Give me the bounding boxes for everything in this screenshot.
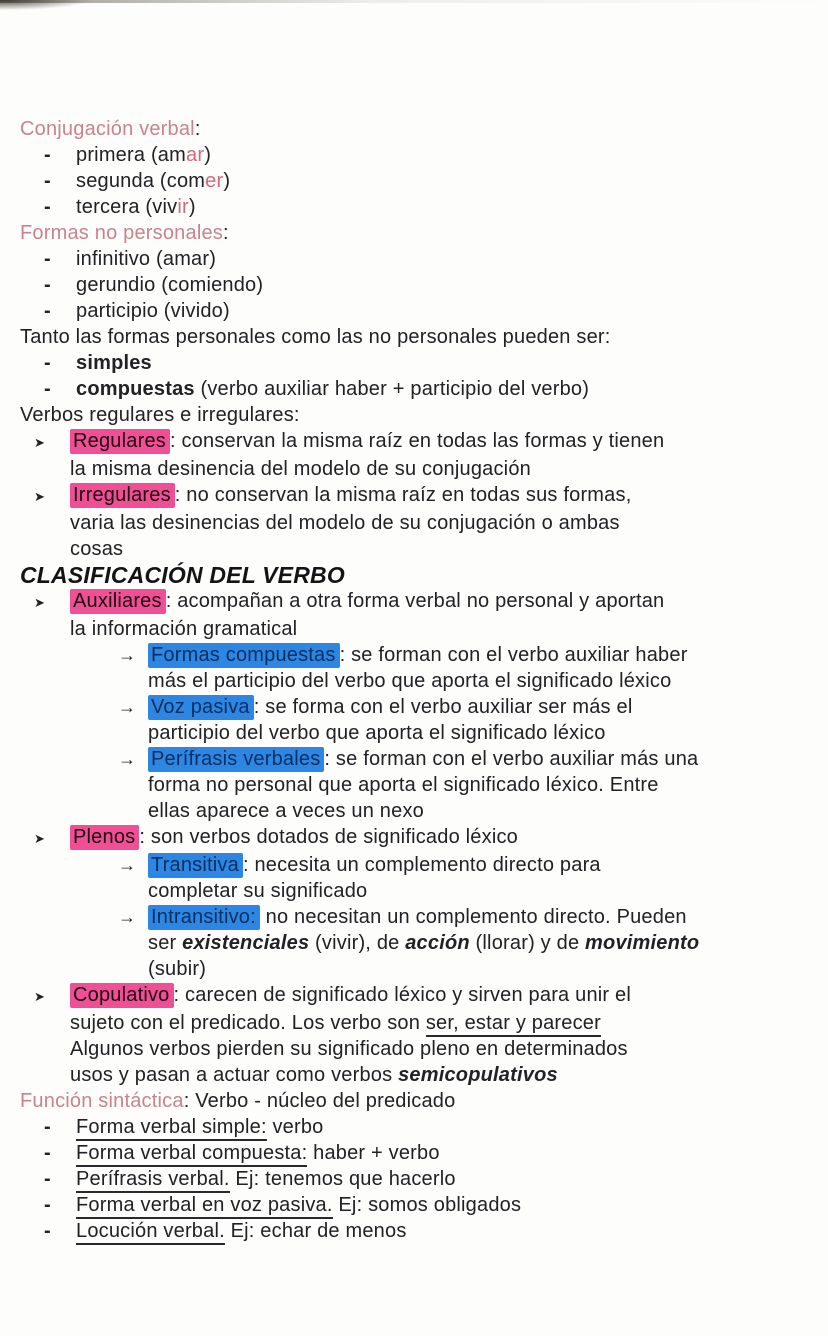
section-title-clasificacion-del-verbo (20, 562, 816, 588)
item-irregulares-cont-2 (20, 536, 816, 562)
line-text (148, 878, 367, 904)
item-transitiva (20, 852, 816, 878)
item-perifrasis-verbales-cont-1 (20, 772, 816, 798)
item-primera (20, 142, 816, 168)
text-run-underline: Forma verbal en voz pasiva. (76, 1194, 333, 1219)
text-run-pink: Formas no personales (20, 222, 223, 244)
text-run-underline: Forma verbal compuesta: (76, 1142, 307, 1167)
item-intransitivo (20, 904, 816, 930)
heading-formas-no-personales (20, 220, 816, 246)
text-run-boldital: existenciales (182, 932, 310, 954)
text-run-underline: Locución verbal. (76, 1220, 225, 1245)
line-text (148, 746, 698, 772)
arrow-bullet-icon: ➤ (34, 595, 46, 610)
text-run-boldital: acción (405, 932, 470, 954)
dash-bullet: - (44, 1142, 51, 1164)
text-run-boldital: movimiento (585, 932, 700, 954)
arrow-bullet-icon: ➤ (34, 831, 46, 846)
text-run: : no conservan la misma raíz en todas sus formas, (174, 484, 632, 506)
arrow-bullet-icon: → (118, 855, 137, 875)
text-run: : se forman con el verbo auxiliar haber (339, 644, 688, 666)
line-text (70, 536, 123, 562)
text-run: forma no personal que aporta el significado léxico. Entre (148, 774, 659, 796)
line-text (20, 324, 611, 350)
line-text (148, 852, 601, 878)
text-run: haber + verbo (307, 1142, 440, 1164)
text-run: : conservan la misma raíz en todas las formas y tienen (169, 430, 665, 452)
dash-bullet: - (44, 300, 51, 322)
line-text (70, 456, 531, 482)
text-run: participio del verbo que aporta el significado léxico (148, 722, 606, 744)
text-run: : son verbos dotados de significado léxico (139, 826, 518, 848)
text-run: sujeto con el predicado. Los verbo son (70, 1012, 426, 1034)
item-copulativo (20, 982, 816, 1010)
text-run-hl-pink: Regulares (70, 429, 170, 454)
item-formas-compuestas (20, 642, 816, 668)
item-forma-verbal-compuesta (20, 1140, 816, 1166)
text-formas-personales-intro (20, 324, 816, 350)
item-forma-verbal-voz-pasiva (20, 1192, 816, 1218)
line-text (76, 272, 263, 298)
line-text (76, 1114, 324, 1140)
text-run-hl-blue: Perífrasis verbales (148, 747, 324, 772)
line-text (76, 168, 230, 194)
text-run: varia las desinencias del modelo de su conjugación o ambas (70, 512, 620, 534)
text-run-hl-blue: Transitiva (148, 853, 243, 878)
text-run-underline: Perífrasis verbal. (76, 1168, 230, 1193)
text-semicopulativos-2 (20, 1062, 816, 1088)
dash-bullet: - (44, 274, 51, 296)
item-infinitivo (20, 246, 816, 272)
text-run: completar su significado (148, 880, 368, 902)
line-text (76, 246, 216, 272)
notes-content (20, 116, 816, 1244)
text-run-hl-pink: Irregulares (70, 483, 175, 508)
text-run: : carecen de significado léxico y sirven para unir el (173, 984, 632, 1006)
dash-bullet: - (44, 196, 51, 218)
text-run: infinitivo (amar) (76, 248, 217, 270)
line-text (76, 194, 196, 220)
text-run: la misma desinencia del modelo de su conjugación (70, 458, 531, 480)
heading-funcion-sintactica (20, 1088, 816, 1114)
text-run: : (194, 118, 201, 140)
text-run: tercera (viv (76, 196, 178, 218)
arrow-bullet-icon: → (118, 749, 137, 769)
text-run-bold: compuestas (76, 378, 195, 400)
line-text (20, 402, 300, 428)
line-text (20, 1088, 455, 1114)
line-text (148, 772, 659, 798)
text-run-hl-blue: Intransitivo: (148, 905, 260, 930)
line-text (20, 220, 229, 246)
text-run: Ej: tenemos que hacerlo (229, 1168, 456, 1190)
line-text (70, 510, 620, 536)
text-run-hl-pink: Auxiliares (70, 589, 166, 614)
line-text (70, 1010, 601, 1036)
text-run: segunda (com (76, 170, 206, 192)
item-regulares-cont (20, 456, 816, 482)
text-run: ) (223, 170, 231, 192)
text-run-accent: ar (186, 144, 205, 166)
text-run-hl-pink: Copulativo (70, 983, 174, 1008)
line-text (148, 798, 424, 824)
dash-bullet: - (44, 352, 51, 374)
text-run: : necesita un complemento directo para (242, 854, 601, 876)
line-text (76, 1166, 456, 1192)
item-perifrasis-verbal (20, 1166, 816, 1192)
line-text (70, 616, 297, 642)
line-text (70, 428, 664, 454)
dash-bullet: - (44, 144, 51, 166)
arrow-bullet-icon: ➤ (34, 989, 46, 1004)
text-run: primera (am (76, 144, 186, 166)
line-text (148, 720, 606, 746)
line-text (76, 350, 152, 376)
text-run: la información gramatical (70, 618, 298, 640)
text-run: ) (188, 196, 196, 218)
line-text (76, 298, 230, 324)
text-semicopulativos-1 (20, 1036, 816, 1062)
line-text (70, 482, 631, 508)
item-irregulares (20, 482, 816, 510)
dash-bullet: - (44, 170, 51, 192)
text-run: Ej: echar de menos (224, 1220, 407, 1242)
text-run-hl-blue: Voz pasiva (148, 695, 254, 720)
item-auxiliares (20, 588, 816, 616)
text-run: verbo (266, 1116, 324, 1138)
dash-bullet: - (44, 1220, 51, 1242)
line-text (76, 142, 211, 168)
text-run: (llorar) y de (469, 932, 586, 954)
line-text (70, 982, 631, 1008)
line-text (76, 376, 589, 402)
text-run: Ej: somos obligados (332, 1194, 522, 1216)
line-text (148, 642, 688, 668)
line-text (76, 1140, 440, 1166)
item-auxiliares-cont (20, 616, 816, 642)
dash-bullet: - (44, 378, 51, 400)
text-run: Tanto las formas personales como las no personales pueden ser: (20, 326, 611, 348)
dash-bullet: - (44, 1168, 51, 1190)
text-run-accent: ir (177, 196, 189, 218)
arrow-bullet-icon: → (118, 645, 137, 665)
text-run: usos y pasan a actuar como verbos (70, 1064, 399, 1086)
text-run: ellas aparece a veces un nexo (148, 800, 424, 822)
heading-conjugacion-verbal (20, 116, 816, 142)
line-text (148, 956, 206, 982)
line-text (148, 668, 671, 694)
line-text (148, 904, 687, 930)
line-text (70, 1036, 628, 1062)
item-tercera (20, 194, 816, 220)
item-regulares (20, 428, 816, 456)
dash-bullet: - (44, 1194, 51, 1216)
line-text (70, 824, 518, 850)
dash-bullet: - (44, 1116, 51, 1138)
text-run-underline: Forma verbal simple: (76, 1116, 267, 1141)
text-run: cosas (70, 538, 124, 560)
dash-bullet: - (44, 248, 51, 270)
line-text (70, 588, 664, 614)
text-run-hl-blue: Formas compuestas (148, 643, 340, 668)
text-run: CLASIFICACIÓN DEL VERBO (20, 562, 345, 588)
line-text (76, 1192, 521, 1218)
text-run: ) (204, 144, 212, 166)
item-gerundio (20, 272, 816, 298)
item-segunda (20, 168, 816, 194)
item-irregulares-cont-1 (20, 510, 816, 536)
text-run: más el participio del verbo que aporta el significado léxico (148, 670, 672, 692)
item-perifrasis-verbales-cont-2 (20, 798, 816, 824)
text-run: Verbos regulares e irregulares: (20, 404, 300, 426)
text-run: : Verbo - núcleo del predicado (183, 1090, 456, 1112)
text-run: ser (148, 932, 183, 954)
item-compuestas (20, 376, 816, 402)
item-voz-pasiva-cont (20, 720, 816, 746)
text-run-pink: Conjugación verbal (20, 118, 195, 140)
text-run: no necesitan un complemento directo. Pueden (259, 906, 687, 928)
arrow-bullet-icon: ➤ (34, 435, 46, 450)
arrow-bullet-icon: ➤ (34, 489, 46, 504)
item-simples (20, 350, 816, 376)
text-run-accent: er (205, 170, 224, 192)
item-locucion-verbal (20, 1218, 816, 1244)
text-run: : se forman con el verbo auxiliar más una (324, 748, 699, 770)
text-run-pink: Función sintáctica (20, 1090, 184, 1112)
text-run-underline: ser, estar y parecer (426, 1012, 601, 1037)
item-plenos (20, 824, 816, 852)
item-intransitivo-cont-1 (20, 930, 816, 956)
text-run: participio (vivido) (76, 300, 230, 322)
text-run: : acompañan a otra forma verbal no personal y aportan (165, 590, 665, 612)
item-copulativo-cont (20, 1010, 816, 1036)
item-voz-pasiva (20, 694, 816, 720)
text-run: : (222, 222, 229, 244)
text-run: (subir) (148, 958, 207, 980)
line-text (76, 1218, 407, 1244)
text-run: Algunos verbos pierden su significado pleno en determinados (70, 1038, 628, 1060)
line-text (70, 1062, 558, 1088)
line-text (148, 694, 632, 720)
arrow-bullet-icon: → (118, 697, 137, 717)
text-run: (verbo auxiliar haber + participio del verbo) (194, 378, 590, 400)
item-transitiva-cont (20, 878, 816, 904)
line-text (148, 930, 699, 956)
text-verbos-regulares-intro (20, 402, 816, 428)
text-run-boldital: semicopulativos (398, 1064, 558, 1086)
text-run: : se forma con el verbo auxiliar ser más el (253, 696, 633, 718)
text-run: gerundio (comiendo) (76, 274, 264, 296)
line-text (20, 562, 345, 588)
item-intransitivo-cont-2 (20, 956, 816, 982)
item-perifrasis-verbales (20, 746, 816, 772)
arrow-bullet-icon: → (118, 907, 137, 927)
item-formas-compuestas-cont (20, 668, 816, 694)
text-run: (vivir), de (309, 932, 406, 954)
line-text (20, 116, 201, 142)
text-run-bold: simples (76, 352, 152, 374)
text-run-hl-pink: Plenos (70, 825, 139, 850)
item-participio (20, 298, 816, 324)
item-forma-verbal-simple (20, 1114, 816, 1140)
